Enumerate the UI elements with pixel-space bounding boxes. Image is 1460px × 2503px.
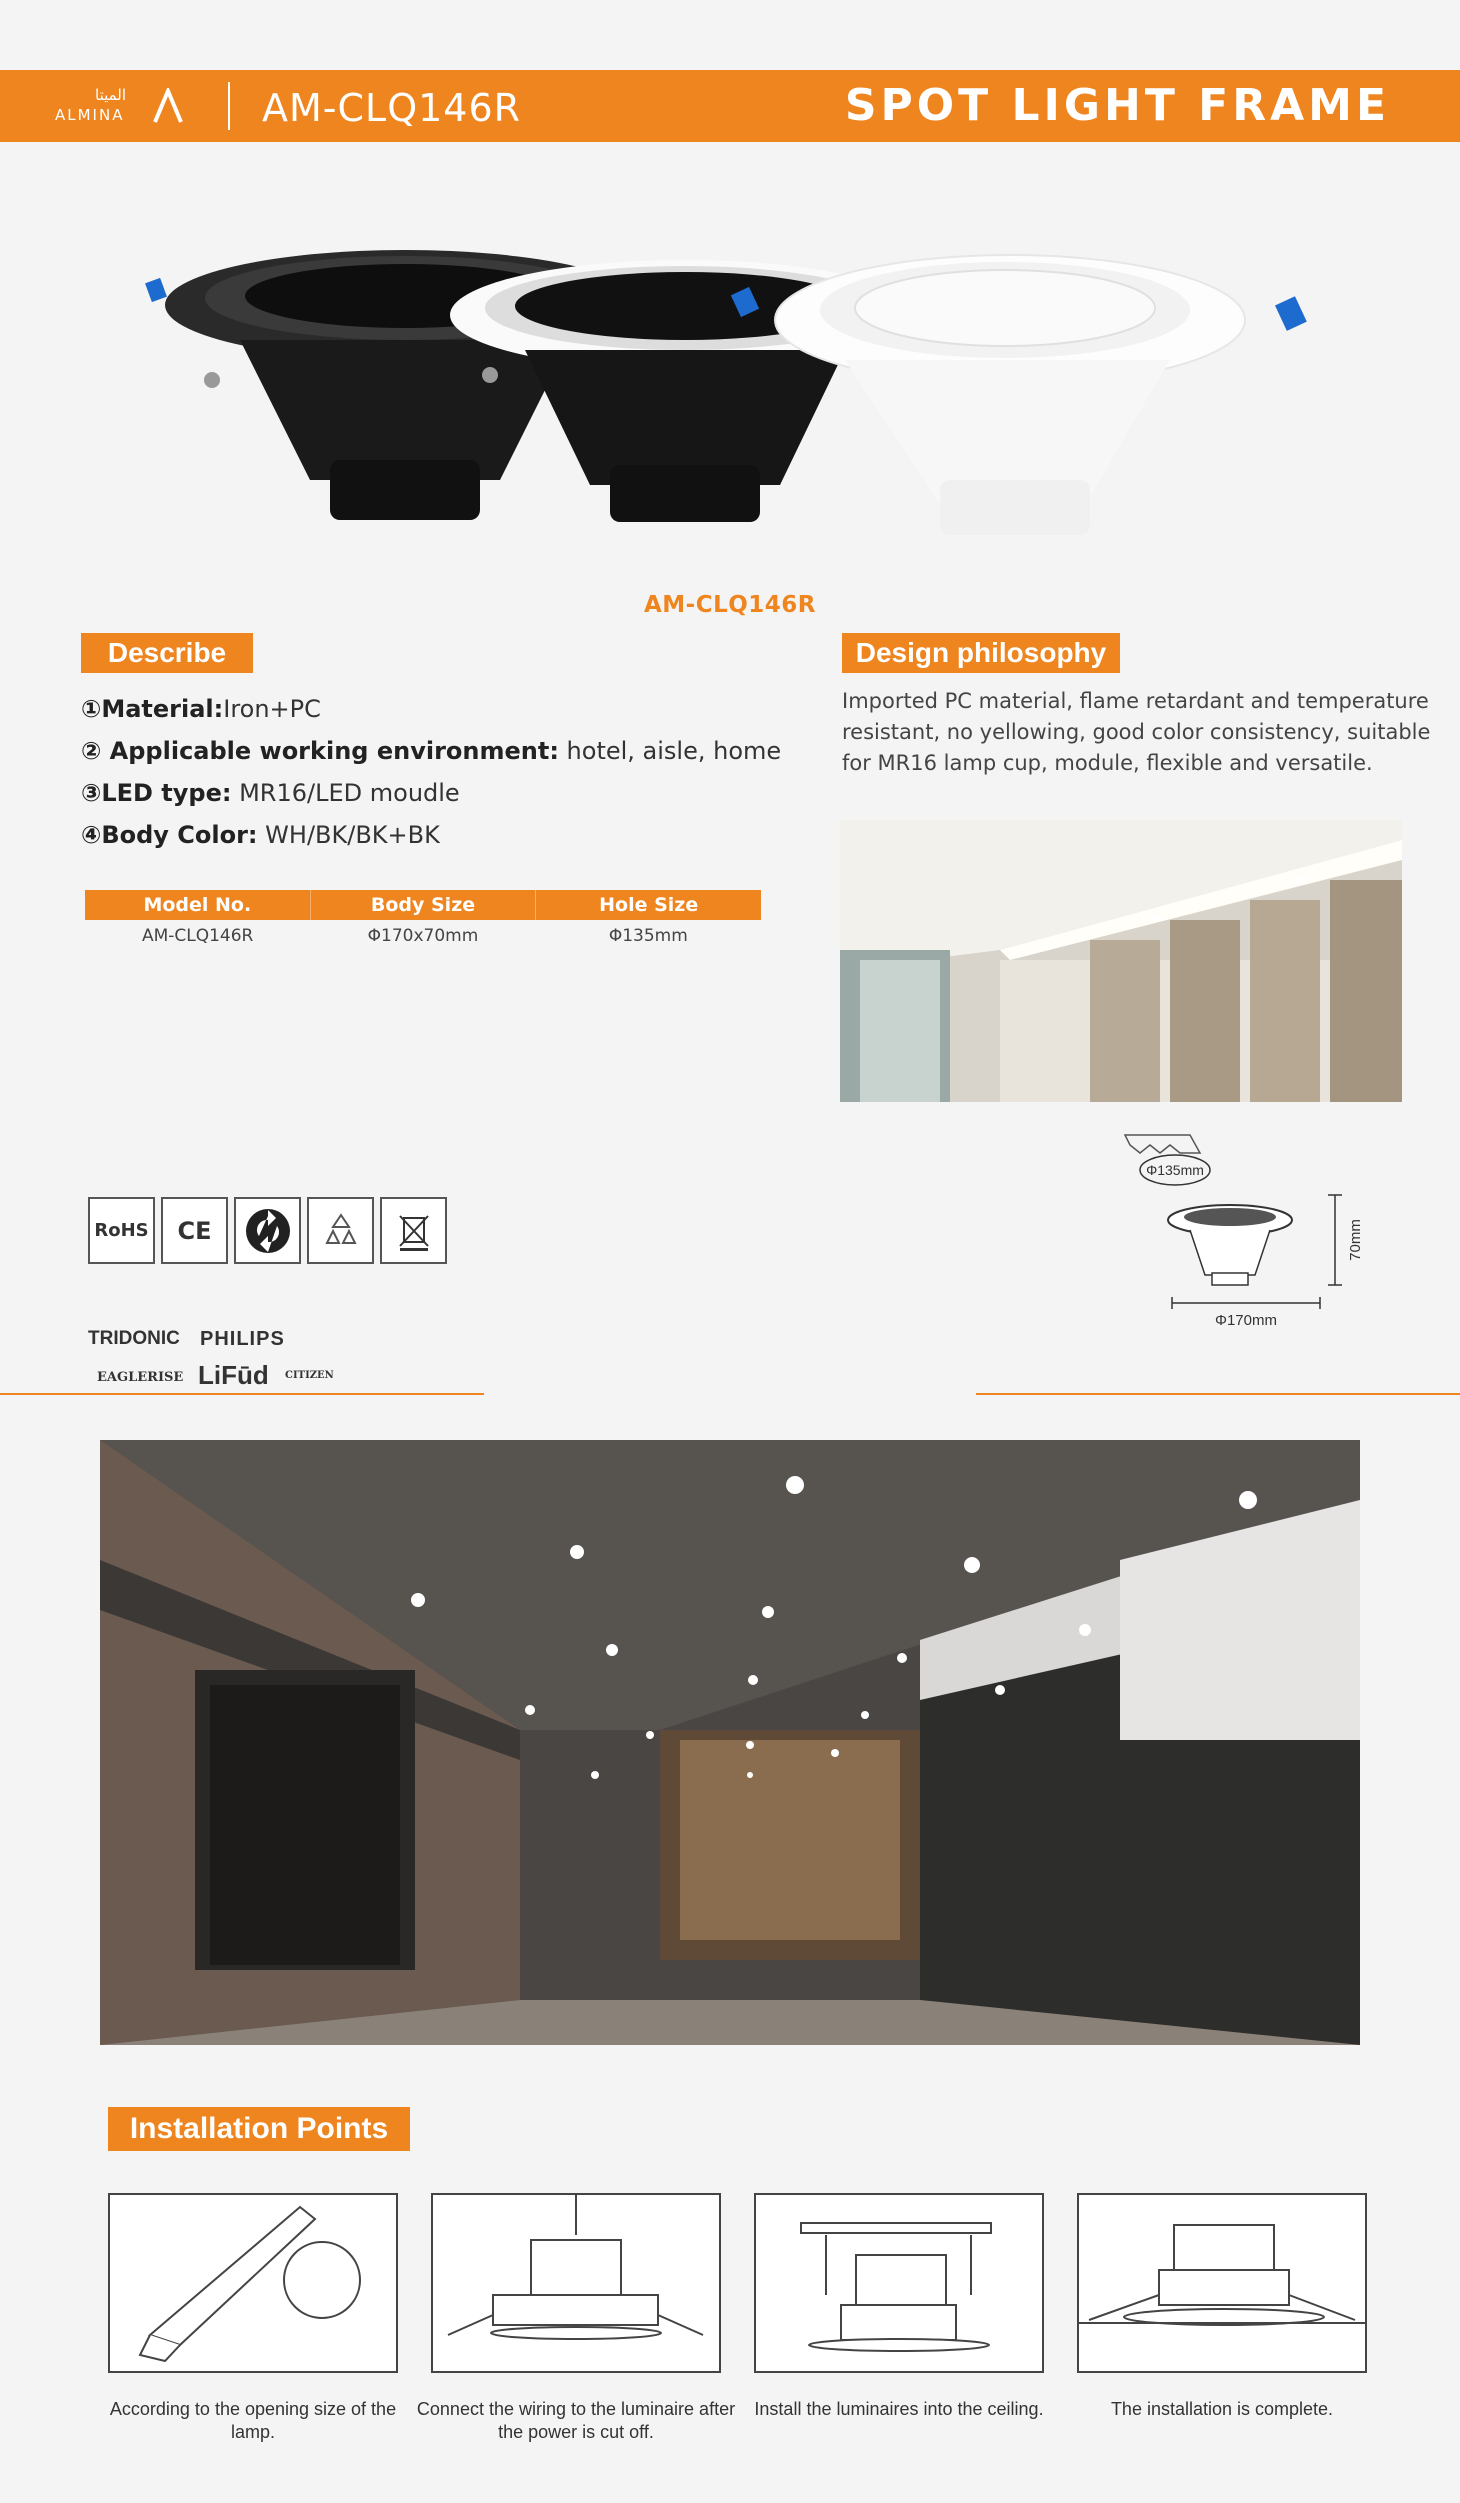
install-step-2-caption: Connect the wiring to the luminaire after the power is cut off. xyxy=(416,2399,736,2442)
spec-header-cell: Body Size xyxy=(311,890,537,920)
install-step-3-caption: Install the luminaires into the ceiling. xyxy=(754,2399,1044,2419)
install-step-4-image xyxy=(1077,2193,1367,2373)
install-step-4-caption: The installation is complete. xyxy=(1110,2399,1334,2419)
describe-line-led-type xyxy=(81,779,460,807)
rohs-text: RoHS xyxy=(94,1220,149,1241)
spec-header-cell: Hole Size xyxy=(599,894,699,916)
section-divider-right xyxy=(976,1393,1460,1395)
tridonic-logo: TRIDONIC xyxy=(88,1328,180,1349)
section-divider-left xyxy=(0,1393,484,1395)
spec-cell: AM-CLQ146R xyxy=(141,926,254,946)
product-image xyxy=(140,210,1320,540)
describe-label: ② Applicable working environment: xyxy=(81,737,559,765)
describe-label: ①Material: xyxy=(81,695,224,723)
spec-table-header xyxy=(85,890,761,920)
spec-cell: Φ135mm xyxy=(608,926,688,946)
spec-table-row xyxy=(85,920,761,952)
install-step-1-caption: According to the opening size of the lamp. xyxy=(109,2399,397,2442)
installation-tag: Installation Points xyxy=(108,2107,410,2151)
lifud-logo: LiFūd xyxy=(198,1360,269,1390)
describe-value: WH/BK/BK+BK xyxy=(257,821,440,849)
citizen-logo: CITIZEN xyxy=(285,1370,334,1381)
header-divider xyxy=(228,82,230,130)
weee-bin-icon xyxy=(380,1197,447,1264)
rohs-badge xyxy=(88,1197,155,1264)
describe-value: MR16/LED moudle xyxy=(231,779,460,807)
height-label: 70mm xyxy=(1347,1219,1364,1261)
eaglerise-logo: EAGLERISE xyxy=(97,1370,184,1385)
header-model-number: AM-CLQ146R xyxy=(262,86,522,130)
describe-line-material xyxy=(81,695,321,723)
interior-photo xyxy=(840,820,1402,1102)
ce-badge xyxy=(161,1197,228,1264)
ce-text: CE xyxy=(177,1216,212,1245)
philips-logo: PHILIPS xyxy=(200,1328,285,1350)
header-bar xyxy=(0,70,1460,142)
recycle-icon xyxy=(307,1197,374,1264)
install-step-1-image xyxy=(108,2193,398,2373)
spec-cell: Φ170x70mm xyxy=(367,926,479,946)
hole-diameter-label: Φ135mm xyxy=(1146,1162,1204,1178)
dimension-diagram xyxy=(1120,1125,1380,1335)
white-lamp xyxy=(775,255,1307,535)
logo-latin-text: ALMINA xyxy=(55,106,125,124)
corridor-photo xyxy=(100,1440,1360,2045)
logo-a-icon xyxy=(151,88,185,124)
brand-logo xyxy=(55,84,195,128)
describe-line-body-color xyxy=(81,821,440,849)
logo-arabic-text: الميتا xyxy=(95,86,127,104)
describe-label: ④Body Color: xyxy=(81,821,258,849)
diameter-label: Φ170mm xyxy=(1215,1312,1277,1329)
design-tag: Design philosophy xyxy=(842,633,1120,673)
install-step-3-image xyxy=(754,2193,1044,2373)
spec-header-cell: Model No. xyxy=(85,890,311,920)
describe-value: hotel, aisle, home xyxy=(558,737,782,765)
product-model-label: AM-CLQ146R xyxy=(643,592,817,618)
describe-tag: Describe xyxy=(81,633,253,673)
describe-line-environment xyxy=(81,737,781,765)
install-step-2-image xyxy=(431,2193,721,2373)
design-description: Imported PC material, flame retardant and temperature resistant, no yellowing, good color consistency, suitable for MR16 lamp cup, module, flexible and versatile. xyxy=(842,689,1431,775)
header-title: SPOT LIGHT FRAME xyxy=(844,80,1390,131)
describe-label: ③LED type: xyxy=(81,779,232,807)
spec-table xyxy=(85,890,761,952)
describe-value: Iron+PC xyxy=(223,695,321,723)
green-dot-icon xyxy=(234,1197,301,1264)
